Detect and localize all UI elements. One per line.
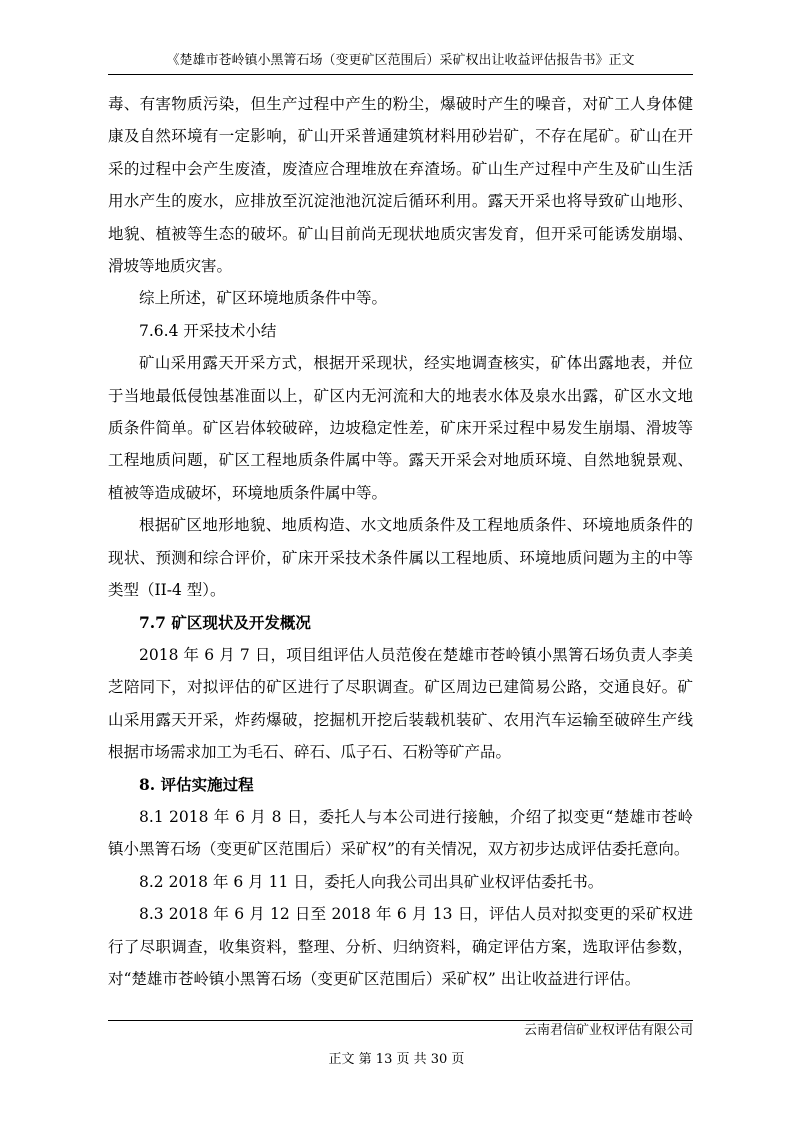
header-divider: [108, 74, 693, 75]
paragraph-mine-status: 2018 年 6 月 7 日，项目组评估人员范俊在楚雄市苍岭镇小黑箐石场负责人李美芝陪同下，对拟评估的矿区进行了尽职调查。矿区周边已建简易公路，交通良好。矿山采用露天开采，炸药爆破，挖掘机开挖后装载机装矿、农用汽车运输至破碎生产线根据市场需求加工为毛石、碎石、瓜子石、石粉等矿产品。: [108, 645, 693, 762]
paragraph-8-1: 8.1 2018 年 6 月 8 日，委托人与本公司进行接触，介绍了拟变更“楚雄市苍岭镇小黑箐石场（变更矿区范围后）采矿权”的有关情况，双方初步达成评估委托意向。: [108, 807, 693, 859]
footer-divider: [108, 1020, 693, 1021]
document-body: [108, 88, 693, 995]
paragraph-8-2: 8.2 2018 年 6 月 11 日，委托人向我公司出具矿业权评估委托书。: [139, 872, 604, 891]
paragraph-environment-continued: 毒、有害物质污染，但生产过程中产生的粉尘，爆破时产生的噪音，对矿工人身体健康及自然环境有一定影响，矿山开采普通建筑材料用砂岩矿，不存在尾矿。矿山在开采的过程中会产生废渣，废渣应合理堆放在弃渣场。矿山生产过程中产生及矿山生活用水产生的废水，应排放至沉淀池池沉淀后循环利用。露天开采也将导致矿山地形、地貌、植被等生态的破坏。矿山目前尚无现状地质灾害发育，但开采可能诱发崩塌、滑坡等地质灾害。: [108, 95, 693, 276]
paragraph-environment-summary: 综上所述，矿区环境地质条件中等。: [139, 289, 388, 308]
heading-7-7: 7.7 矿区现状及开发概况: [139, 612, 311, 632]
paragraph-8-3: 8.3 2018 年 6 月 12 日至 2018 年 6 月 13 日，评估人员对拟变更的采矿权进行了尽职调查，收集资料，整理、分析、归纳资料，确定评估方案，选取评估参数，对“楚雄市苍岭镇小黑箐石场（变更矿区范围后）采矿权” 出让收益进行评估。: [108, 905, 693, 988]
paragraph-mining-technical-summary: 矿山采用露天开采方式，根据开采现状，经实地调查核实，矿体出露地表，并位于当地最低侵蚀基准面以上，矿区内无河流和大的地表水体及泉水出露，矿区水文地质条件简单。矿区岩体较破碎，边坡稳定性差，矿床开采过程中易发生崩塌、滑坡等工程地质问题，矿区工程地质条件属中等。露天开采会对地质环境、自然地貌景观、植被等造成破坏，环境地质条件属中等。: [108, 354, 693, 502]
heading-8: 8. 评估实施过程: [139, 774, 254, 794]
page-number: 正文 第 13 页 共 30 页: [328, 1052, 465, 1067]
paragraph-mining-type: 根据矿区地形地貌、地质构造、水文地质条件及工程地质条件、环境地质条件的现状、预测和综合评价，矿床开采技术条件属以工程地质、环境地质问题为主的中等类型（II-4 型）。: [108, 516, 693, 600]
footer-company: 云南君信矿业权评估有限公司: [523, 1023, 693, 1038]
page-header: 《楚雄市苍岭镇小黑箐石场（变更矿区范围后）采矿权出让收益评估报告书》正文: [166, 53, 635, 68]
heading-7-6-4: 7.6.4 开采技术小结: [139, 321, 277, 340]
